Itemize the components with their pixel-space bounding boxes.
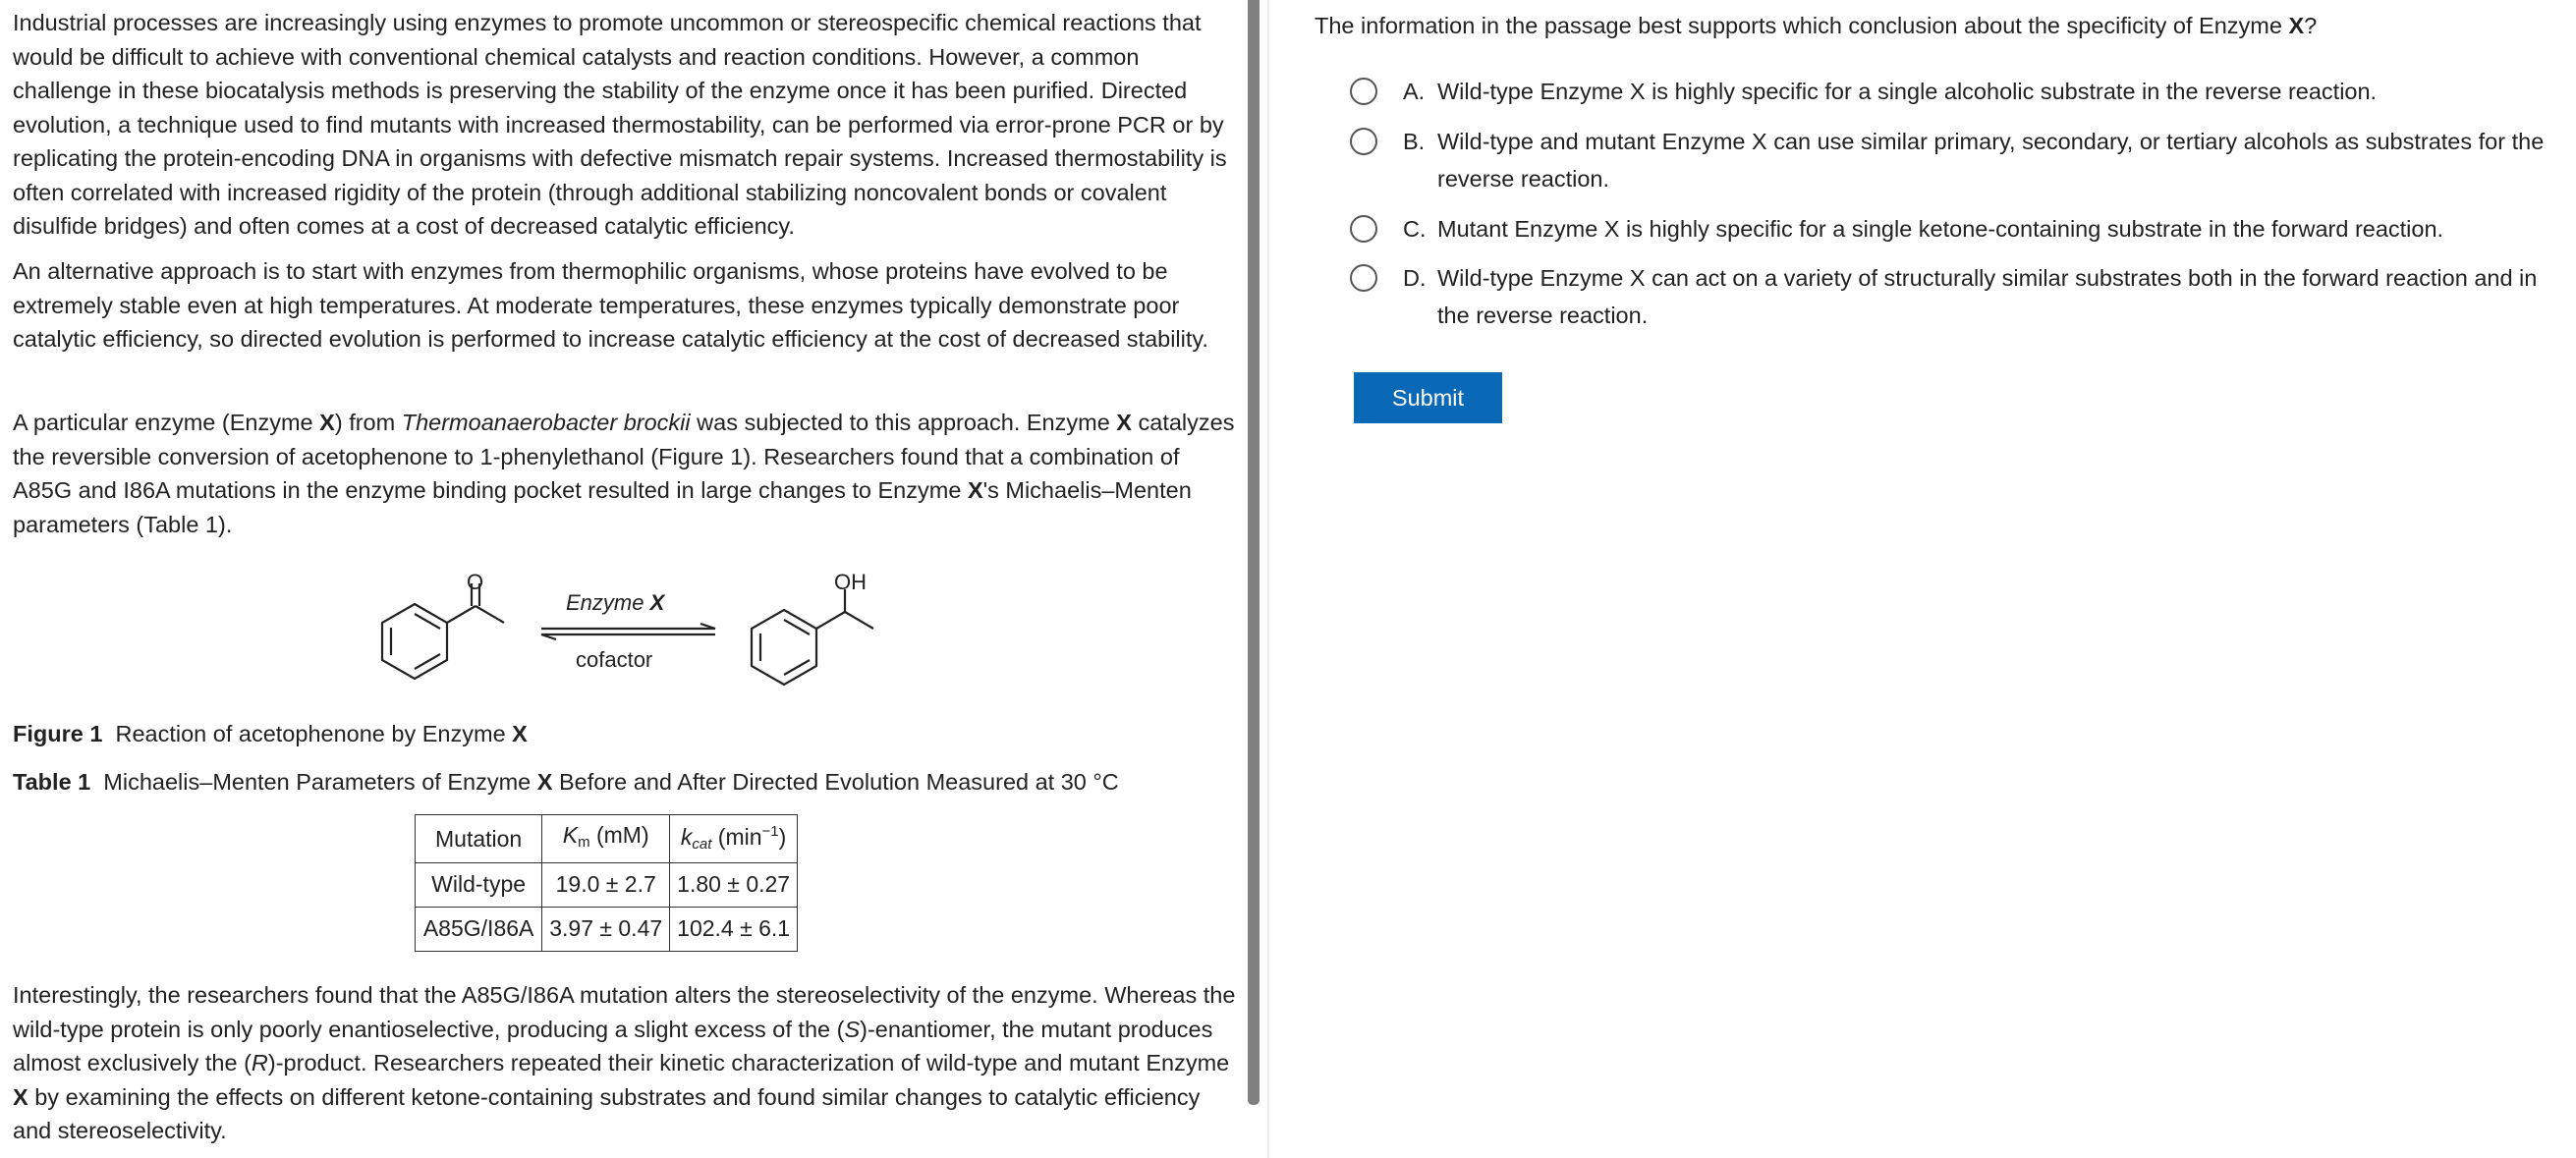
choice-text-continued: reverse reaction. bbox=[1437, 166, 1610, 192]
ketone-oxygen-label: O bbox=[467, 570, 484, 594]
radio-button-c[interactable] bbox=[1350, 215, 1377, 243]
choice-letter: D. bbox=[1403, 265, 1427, 291]
choice-letter: C. bbox=[1403, 216, 1427, 242]
choice-letter: B. bbox=[1403, 129, 1426, 154]
submit-button[interactable]: Submit bbox=[1354, 372, 1502, 423]
cell-kcat: 102.4 ± 6.1 bbox=[670, 907, 798, 951]
cell-km: 19.0 ± 2.7 bbox=[542, 862, 670, 907]
michaelis-menten-table bbox=[415, 814, 798, 952]
header-kcat: $k_{cat}$ $(\min^{-1})$ bbox=[670, 815, 798, 863]
passage-paragraph-1: Industrial processes are increasingly using enzymes to promote uncommon or stereospecific chemical reactions that would be difficult to achieve with conventional chemical catalysts and reaction conditions. However, a common challenge in these biocatalysis methods is preserving the stability of the enzyme once it has been purified. Directed evolution, a technique used to find mutants with increased thermostability, can be performed via error-prone PCR or by replicating the protein-encoding DNA in organisms with defective mismatch repair systems. Increased thermostability is often correlated with increased rigidity of the protein (through additional stabilizing noncovalent bonds or covalent disulfide bridges) and often comes at a cost of decreased catalytic efficiency. bbox=[13, 10, 1227, 239]
figure-caption: Figure 1 Reaction of acetophenone by Enzyme X bbox=[13, 721, 528, 746]
panel-divider bbox=[1267, 0, 1269, 1158]
cell-km: 3.97 ± 0.47 bbox=[542, 907, 670, 951]
cofactor-label: cofactor bbox=[576, 647, 653, 672]
choice-letter: A. bbox=[1403, 79, 1426, 104]
choice-text: Wild-type and mutant Enzyme X can use similar primary, secondary, or tertiary alcohols as substrates for the bbox=[1437, 129, 2545, 154]
radio-button-d[interactable] bbox=[1350, 264, 1377, 292]
hydroxyl-label: OH bbox=[834, 570, 867, 594]
choice-text: Wild-type Enzyme X can act on a variety of structurally similar substrates both in the forward reaction and in bbox=[1437, 265, 2538, 291]
choice-text: Wild-type Enzyme X is highly specific for a single alcoholic substrate in the reverse reaction. bbox=[1437, 79, 2378, 104]
choice-text-continued: the reverse reaction. bbox=[1437, 303, 1649, 328]
enzyme-label: Enzyme X bbox=[566, 590, 665, 615]
question-stem: The information in the passage best supports which conclusion about the specificity of Enzyme X? bbox=[1315, 13, 2318, 38]
passage-paragraph-2: An alternative approach is to start with enzymes from thermophilic organisms, whose proteins have evolved to be extremely stable even at high temperatures. At moderate temperatures, these enzymes typically demonstrate poor catalytic efficiency, so directed evolution is performed to increase catalytic efficiency at the cost of decreased stability. bbox=[13, 258, 1208, 352]
cell-mutation: A85G/I86A bbox=[416, 907, 542, 951]
header-km: $K_m$ (mM) bbox=[542, 815, 670, 863]
radio-button-b[interactable] bbox=[1350, 128, 1377, 155]
cell-kcat: 1.80 ± 0.27 bbox=[670, 862, 798, 907]
choice-text: Mutant Enzyme X is highly specific for a single ketone-containing substrate in the forward reaction. bbox=[1437, 216, 2444, 242]
cell-mutation: Wild-type bbox=[416, 862, 542, 907]
table-caption: Table 1 Michaelis–Menten Parameters of Enzyme X Before and After Directed Evolution Measured at 30 °C bbox=[13, 769, 1119, 795]
reaction-figure bbox=[366, 560, 887, 707]
table-row bbox=[416, 862, 798, 907]
passage-panel bbox=[13, 0, 1236, 1158]
table-row bbox=[416, 907, 798, 951]
header-mutation: Mutation bbox=[416, 815, 542, 863]
table-header-row bbox=[416, 815, 798, 863]
passage-paragraph-3: A particular enzyme (Enzyme X) from Thermoanaerobacter brockii was subjected to this approach. Enzyme X catalyzes the reversible conversion of acetophenone to 1-phenylethanol (Figure 1). Researchers found that a combination of A85G and I86A mutations in the enzyme binding pocket resulted in large changes to Enzyme X's Michaelis–Menten parameters (Table 1). bbox=[13, 410, 1235, 537]
radio-button-a[interactable] bbox=[1350, 78, 1377, 105]
passage-scrollbar[interactable] bbox=[1248, 0, 1260, 1105]
passage-paragraph-4: Interestingly, the researchers found that the A85G/I86A mutation alters the stereoselectivity of the enzyme. Whereas the wild-type protein is only poorly enantioselective, producing a slight excess of the (S)-enantiomer, the mutant produces almost exclusively the (R)-product. Researchers repeated their kinetic characterization of wild-type and mutant Enzyme X by examining the effects on different ketone-containing substrates and found similar changes to catalytic efficiency and stereoselectivity. bbox=[13, 982, 1236, 1143]
